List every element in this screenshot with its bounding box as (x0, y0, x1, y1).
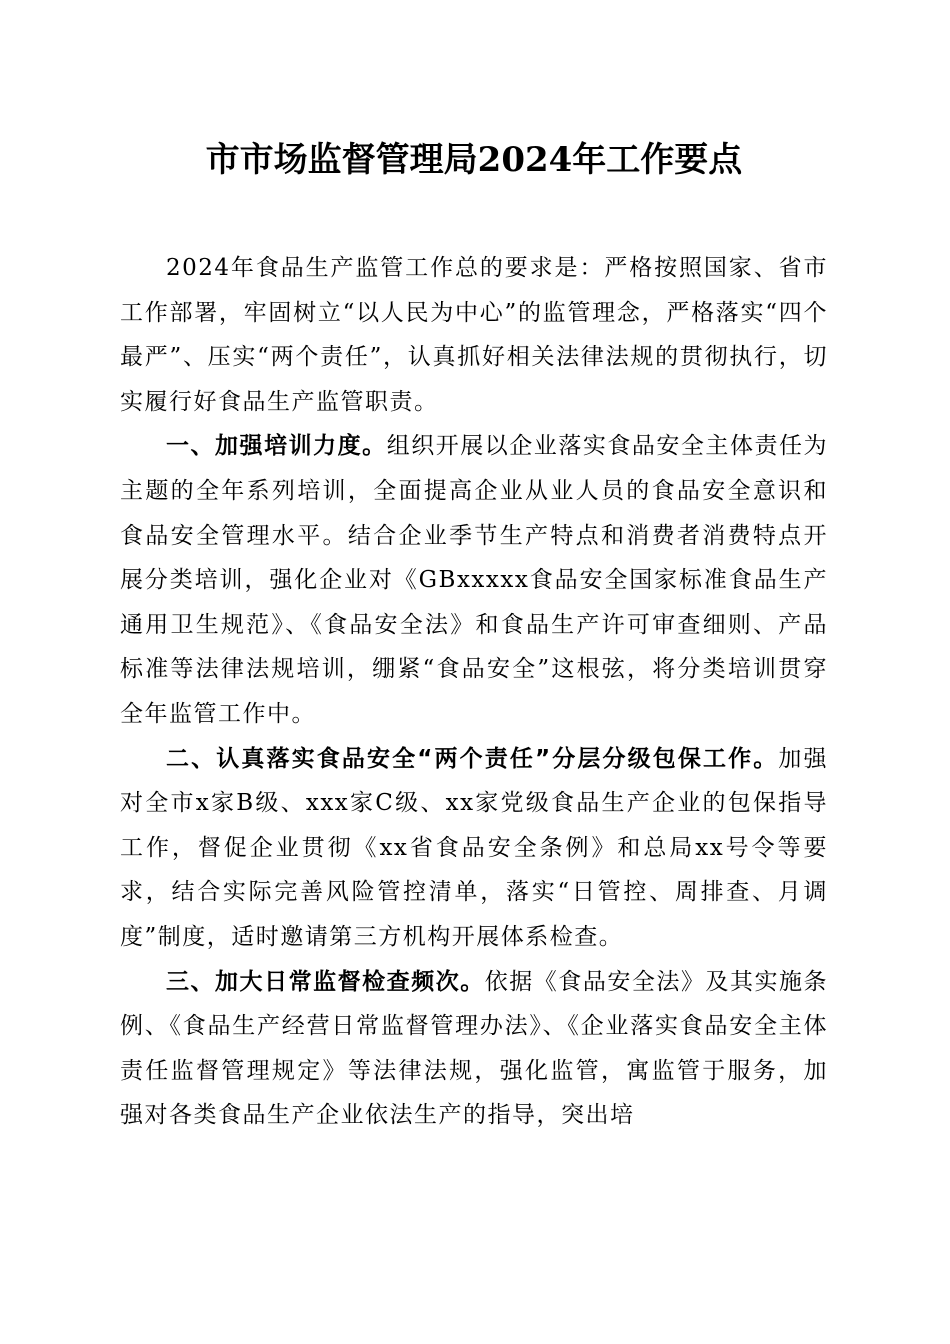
section-3-body: 依据《食品安全法》及其实施条例、《食品生产经营日常监督管理办法》、《企业落实食品安全主体责任监督管理规定》等法律法规，强化监管，寓监管于服务，加强对各类食品生产企业依法生产的指导，突出培 (120, 968, 829, 1129)
section-2-heading: 二、认真落实食品安全“两个责任”分层分级包保工作。 (166, 745, 779, 772)
section-1-body: 组织开展以企业落实食品安全主体责任为主题的全年系列培训，全面提高企业从业人员的食品安全意识和食品安全管理水平。结合企业季节生产特点和消费者消费特点开展分类培训，强化企业对《GBxxxxx食品安全国家标准食品生产通用卫生规范》、《食品安全法》和食品生产许可审查细则、产品标准等法律法规培训，绷紧“食品安全”这根弦，将分类培训贯穿全年监管工作中。 (120, 433, 829, 727)
section-3-heading: 三、加大日常监督检查频次。 (166, 968, 485, 995)
intro-paragraph: 2024年食品生产监管工作总的要求是：严格按照国家、省市工作部署，牢固树立“以人民为中心”的监管理念，严格落实“四个最严”、压实“两个责任”，认真抓好相关法律法规的贯彻执行，切实履行好食品生产监管职责。 (120, 255, 828, 415)
section-1-paragraph (120, 424, 828, 736)
section-1-heading: 一、加强培训力度。 (166, 433, 387, 460)
document-title: 市市场监督管理局2024年工作要点 (205, 140, 743, 180)
section-3-paragraph (120, 960, 828, 1138)
section-2-body: 加强对全市x家B级、xxx家C级、xx家党级食品生产企业的包保指导工作，督促企业贯彻《xx省食品安全条例》和总局xx号令等要求，结合实际完善风险管控清单，落实“日管控、周排查、月调度”制度，适时邀请第三方机构开展体系检查。 (120, 745, 829, 950)
section-2-paragraph (120, 737, 828, 960)
